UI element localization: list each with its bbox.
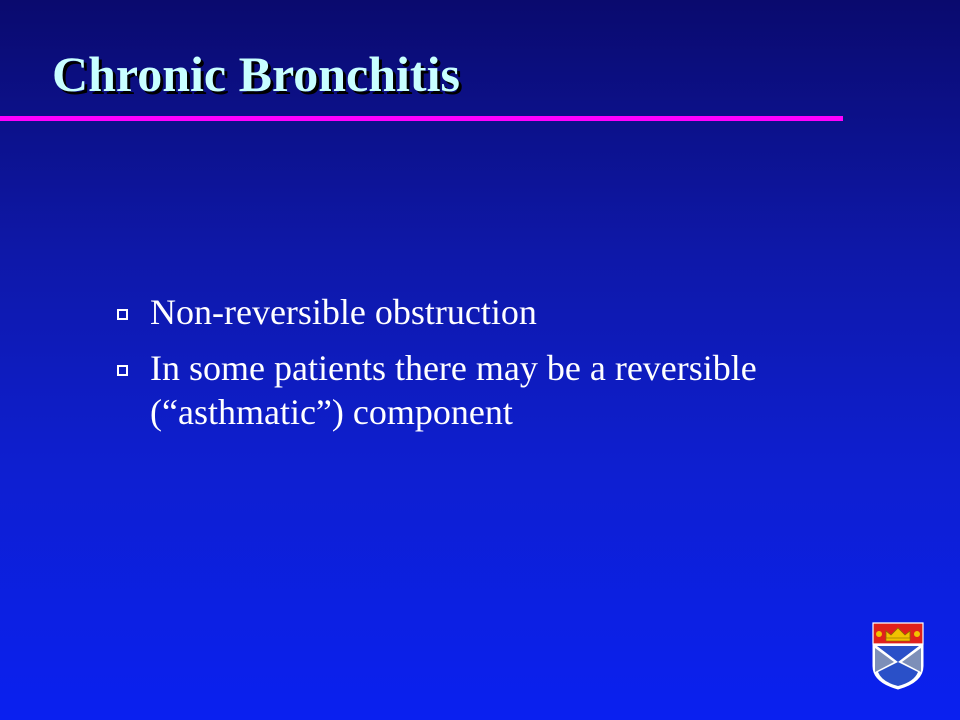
bullet-text-1: Non-reversible obstruction (150, 292, 537, 332)
bullet-list (112, 290, 892, 446)
title-underline-rule (0, 116, 843, 121)
bullet-text-2: In some patients there may be a reversible (“asthmatic”) component (150, 348, 757, 432)
shield-crest-icon (872, 622, 924, 690)
bullet-item-2 (112, 346, 892, 434)
square-bullet-icon (117, 365, 128, 376)
square-bullet-icon (117, 309, 128, 320)
bullet-item-1 (112, 290, 892, 334)
slide-title: Chronic Bronchitis (52, 46, 460, 102)
